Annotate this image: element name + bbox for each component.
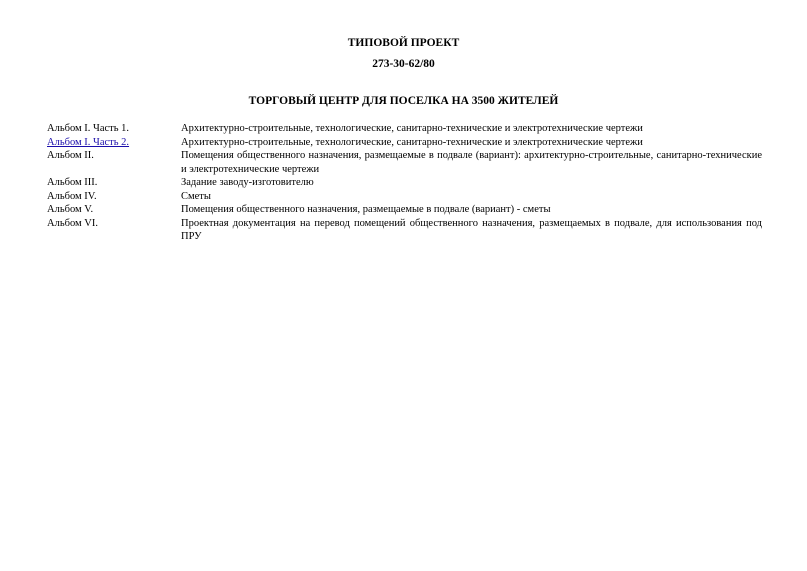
album-row xyxy=(47,149,762,176)
album-label: Альбом I. Часть 1. xyxy=(47,123,130,134)
album-description: Архитектурно-строительные, технологические, санитарно-технические и электротехнические чертежи xyxy=(181,123,643,134)
album-row xyxy=(47,217,762,244)
album-description: Сметы xyxy=(181,190,211,202)
album-description: Архитектурно-строительные, технологические, санитарно-технические и электротехнические чертежи xyxy=(181,136,643,148)
project-title: ТОРГОВЫЙ ЦЕНТР ДЛЯ ПОСЕЛКА НА 3500 ЖИТЕЛЕЙ xyxy=(248,95,559,107)
album-list xyxy=(47,122,762,244)
album-row xyxy=(47,176,762,190)
album-description: Проектная документация на перевод помещений общественного назначения, размещаемых в подвале, для использования под ПРУ xyxy=(181,217,762,242)
album-description: Помещения общественного назначения, размещаемые в подвале (вариант): архитектурно-строительные, санитарно-технические и электротехнические чертежи xyxy=(181,150,762,175)
project-type-heading: ТИПОВОЙ ПРОЕКТ xyxy=(347,37,460,49)
album-description: Помещения общественного назначения, размещаемые в подвале (вариант) - сметы xyxy=(181,204,551,215)
album-label: Альбом II. xyxy=(47,150,94,161)
album-row xyxy=(47,203,762,217)
album-row xyxy=(47,122,762,136)
project-number: 273-30-62/80 xyxy=(372,58,435,70)
album-description: Задание заводу-изготовителю xyxy=(181,177,314,188)
album-row xyxy=(47,190,762,204)
album-label: Альбом V. xyxy=(47,204,94,215)
album-label: Альбом VI. xyxy=(47,217,98,229)
album-label: Альбом IV. xyxy=(47,190,97,202)
album-row xyxy=(47,136,762,150)
album-label: Альбом III. xyxy=(47,177,98,188)
album-link[interactable]: Альбом I. Часть 2. xyxy=(47,136,130,148)
